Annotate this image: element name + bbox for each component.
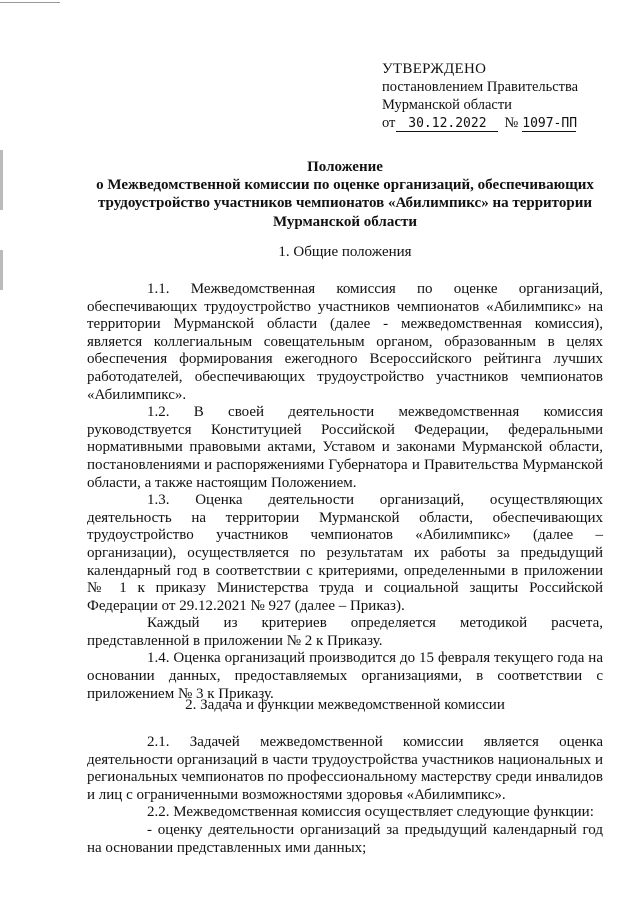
title-line-4: Мурманской области: [272, 213, 418, 230]
section-2-body: [87, 734, 603, 857]
paragraph-1-4: 1.4. Оценка организаций производится до 15 февраля текущего года на основании данных, предоставляемых организациями, в соответствии с приложением № 3 к Приказу.: [87, 650, 603, 702]
paragraph-2-2: 2.2. Межведомственная комиссия осуществляет следующие функции:: [147, 804, 594, 821]
approval-number: 1097-ПП: [522, 116, 578, 131]
title-line-2: о Межведомственной комиссии по оценке организаций, обеспечивающих: [96, 177, 594, 194]
approval-line-2: Мурманской области: [382, 97, 512, 113]
paragraph-1-3-note: Каждый из критериев определяется методикой расчета, представленной в приложении № 2 к Приказу.: [87, 615, 603, 649]
title-line-3: трудоустройство участников чемпионатов «Абилимпикс» на территории: [98, 195, 592, 212]
approval-title: УТВЕРЖДЕНО: [382, 61, 487, 77]
section-2-heading: 2. Задача и функции межведомственной комиссии: [185, 697, 505, 713]
scan-margin-mark: [0, 250, 3, 290]
scan-top-mark: [0, 2, 60, 3]
approval-date: 30.12.2022: [396, 117, 498, 132]
section-1-heading: 1. Общие положения: [278, 244, 412, 260]
document-title: [80, 158, 610, 231]
paragraph-2-2-item: - оценку деятельности организаций за предыдущий календарный год на основании представленных ими данных;: [87, 821, 603, 856]
approval-number-label: №: [504, 115, 519, 131]
paragraph-1-1: 1.1. Межведомственная комиссия по оценке организаций, обеспечивающих трудоустройство участников чемпионатов «Абилимпикс» на территории Мурманской области (далее - межведомственная комиссия), является коллегиальным совещательным органом, образованным в целях обеспечения формирования ежегодного Всероссийского рейтинга лучших работодателей, обеспечивающих трудоустройство участников чемпионатов «Абилимпикс».: [87, 281, 603, 403]
approval-from-label: от: [382, 115, 396, 131]
paragraph-1-3: 1.3. Оценка деятельности организаций, осуществляющих деятельность на территории Мурманской области, обеспечивающих трудоустройство участников чемпионатов «Абилимпикс» (далее – организации), осуществляется по результатам их работы за предыдущий календарный год в соответствии с критериями, определенными в приложении № 1 к приказу Министерства труда и социальной защиты Российской Федерации от 29.12.2021 № 927 (далее – Приказ).: [87, 492, 603, 614]
paragraph-2-1: 2.1. Задачей межведомственной комиссии является оценка деятельности организаций в части трудоустройства участников национальных и региональных чемпионатов по профессиональному мастерству среди инвалидов и лиц с ограниченными возможностями здоровья «Абилимпикс».: [87, 734, 603, 803]
title-line-1: Положение: [307, 159, 383, 175]
section-1-body: [87, 281, 603, 703]
approval-date-row: [382, 114, 578, 132]
scan-margin-mark: [0, 150, 3, 210]
paragraph-1-2: 1.2. В своей деятельности межведомственная комиссия руководствуется Конституцией Российской Федерации, федеральными нормативными правовыми актами, Уставом и законами Мурманской области, постановлениями и распоряжениями Губернатора и Правительства Мурманской области, а также настоящим Положением.: [87, 404, 603, 491]
approval-line-1: постановлением Правительства: [382, 79, 579, 95]
approval-stamp: [382, 60, 578, 132]
